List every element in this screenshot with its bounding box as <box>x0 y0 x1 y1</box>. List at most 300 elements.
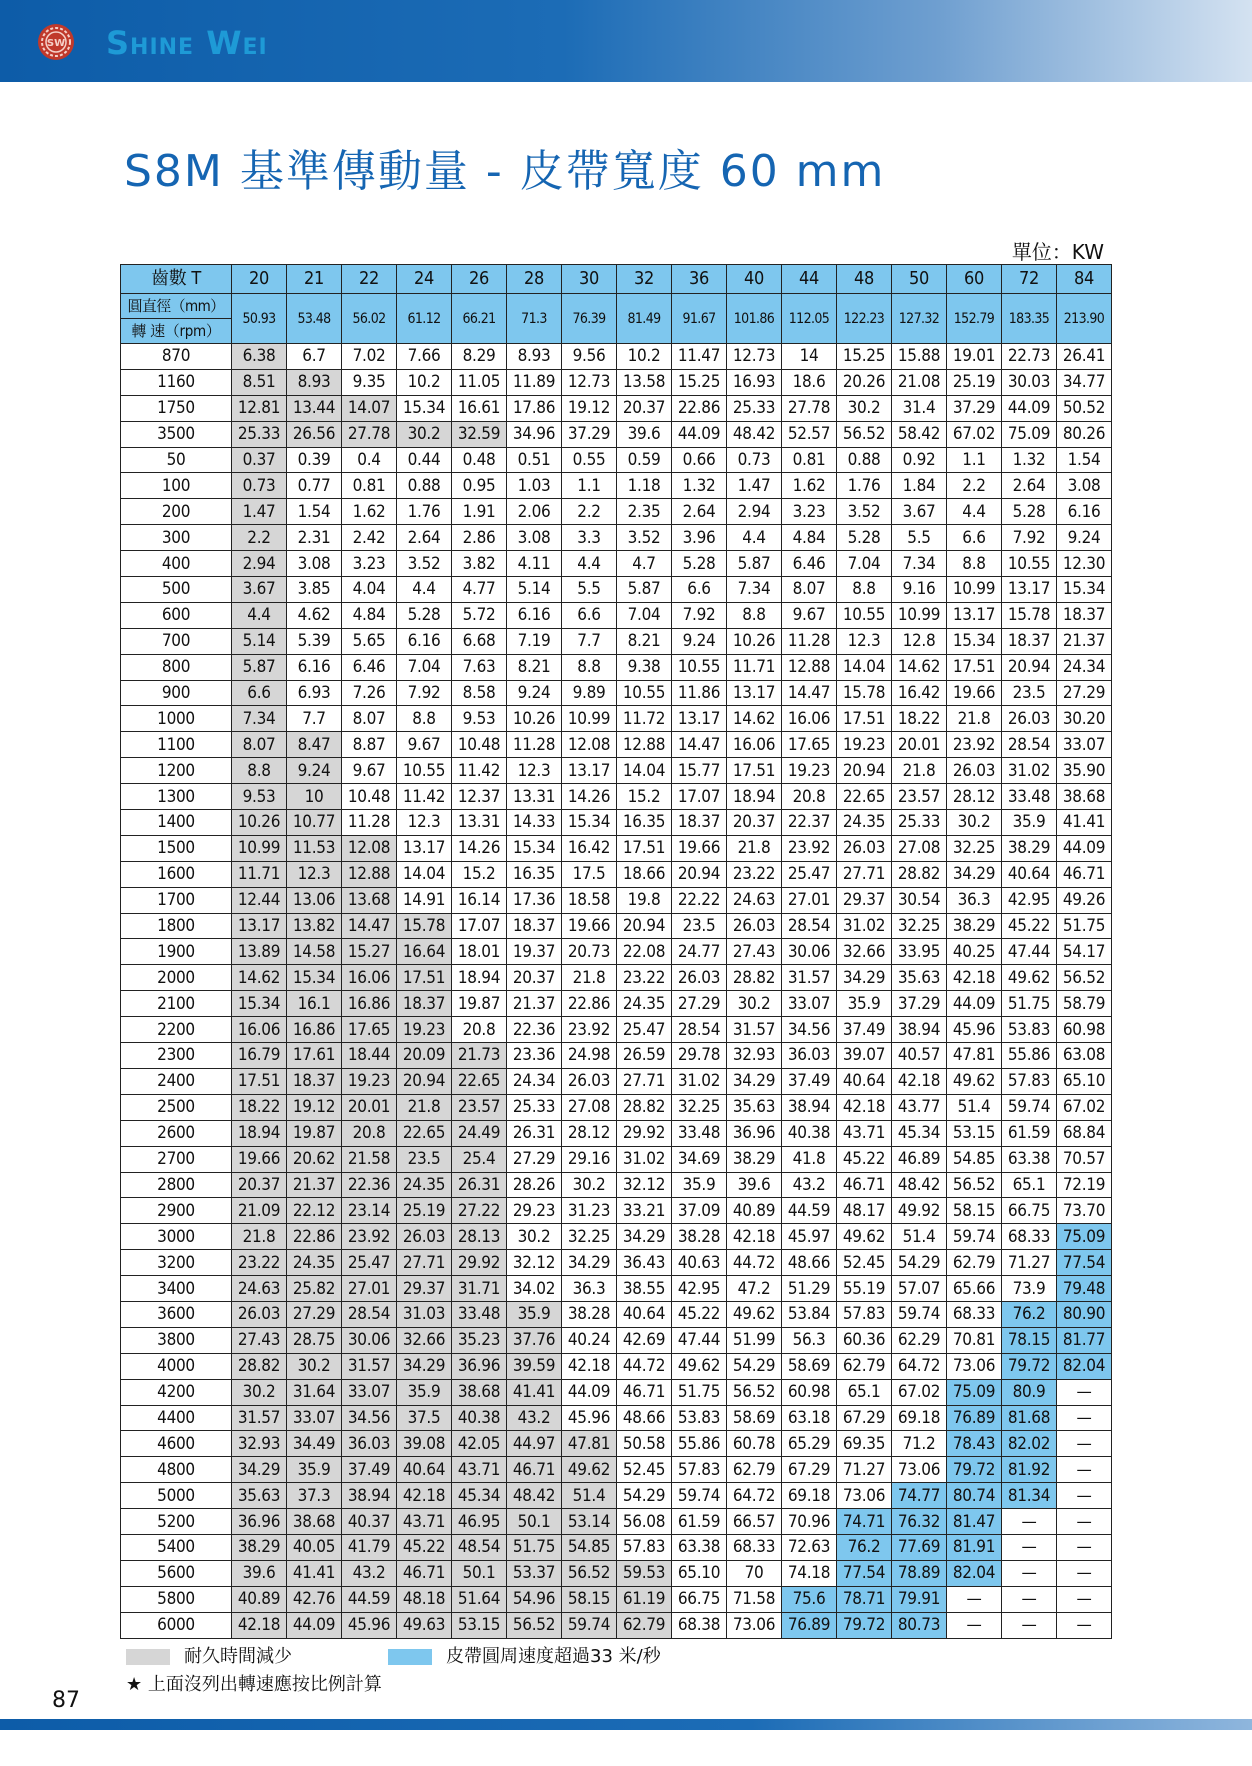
value-cell: 14.47 <box>672 732 727 758</box>
value-cell: 25.47 <box>342 1250 397 1276</box>
value-cell: 6.16 <box>507 602 562 628</box>
value-cell: 41.41 <box>287 1560 342 1586</box>
value-cell: 0.73 <box>727 447 782 473</box>
value-cell: 9.24 <box>287 758 342 784</box>
diameter-header-cell: 53.48 <box>287 294 342 344</box>
value-cell: 62.79 <box>617 1612 672 1638</box>
value-cell: 32.25 <box>892 913 947 939</box>
value-cell: 0.51 <box>507 447 562 473</box>
value-cell: 48.54 <box>452 1534 507 1560</box>
value-cell: 0.81 <box>342 473 397 499</box>
teeth-header-cell: 22 <box>342 265 397 294</box>
rpm-cell: 3200 <box>121 1250 232 1276</box>
value-cell: 8.58 <box>452 680 507 706</box>
value-cell: 82.04 <box>947 1560 1002 1586</box>
value-cell: 23.92 <box>947 732 1002 758</box>
value-cell: 2.94 <box>232 551 287 577</box>
table-row <box>121 1224 1112 1250</box>
value-cell: 18.37 <box>397 991 452 1017</box>
value-cell: 78.89 <box>892 1560 947 1586</box>
value-cell: 18.37 <box>672 810 727 836</box>
value-cell: — <box>1057 1483 1112 1509</box>
value-cell: 16.14 <box>452 887 507 913</box>
value-cell: 20.37 <box>617 395 672 421</box>
value-cell: 49.62 <box>947 1068 1002 1094</box>
value-cell: 73.06 <box>947 1353 1002 1379</box>
value-cell: 45.96 <box>562 1405 617 1431</box>
value-cell: 35.9 <box>287 1457 342 1483</box>
rpm-cell: 1100 <box>121 732 232 758</box>
table-row <box>121 602 1112 628</box>
rpm-cell: 870 <box>121 344 232 370</box>
value-cell: 17.07 <box>452 913 507 939</box>
value-cell: 16.42 <box>562 835 617 861</box>
footnote: ★ 上面沒列出轉速應按比例計算 <box>126 1674 382 1695</box>
value-cell: 27.29 <box>287 1301 342 1327</box>
value-cell: 2.2 <box>562 499 617 525</box>
value-cell: 19.87 <box>287 1120 342 1146</box>
value-cell: 16.79 <box>232 1043 287 1069</box>
value-cell: 56.52 <box>947 1172 1002 1198</box>
value-cell: 16.1 <box>287 991 342 1017</box>
table-row <box>121 706 1112 732</box>
value-cell: 6.6 <box>947 525 1002 551</box>
value-cell: 65.10 <box>1057 1068 1112 1094</box>
value-cell: 74.71 <box>837 1509 892 1535</box>
value-cell: 7.66 <box>397 344 452 370</box>
value-cell: 21.09 <box>232 1198 287 1224</box>
value-cell: 58.69 <box>727 1405 782 1431</box>
value-cell: 49.62 <box>562 1457 617 1483</box>
value-cell: 6.38 <box>232 344 287 370</box>
value-cell: 1.1 <box>562 473 617 499</box>
value-cell: 50.58 <box>617 1431 672 1457</box>
value-cell: 65.66 <box>947 1276 1002 1302</box>
value-cell: 81.34 <box>1002 1483 1057 1509</box>
value-cell: 6.46 <box>782 551 837 577</box>
teeth-header-cell: 32 <box>617 265 672 294</box>
value-cell: 24.77 <box>672 939 727 965</box>
value-cell: 15.2 <box>452 861 507 887</box>
value-cell: 25.19 <box>397 1198 452 1224</box>
value-cell: 13.17 <box>727 680 782 706</box>
value-cell: 10 <box>287 784 342 810</box>
value-cell: 19.8 <box>617 887 672 913</box>
value-cell: 20.01 <box>342 1094 397 1120</box>
value-cell: 71.27 <box>1002 1250 1057 1276</box>
value-cell: 29.78 <box>672 1043 727 1069</box>
value-cell: 82.02 <box>1002 1431 1057 1457</box>
value-cell: 10.99 <box>232 835 287 861</box>
diameter-header-cell: 50.93 <box>232 294 287 344</box>
value-cell: 44.97 <box>507 1431 562 1457</box>
value-cell: — <box>1002 1509 1057 1535</box>
value-cell: 71.58 <box>727 1586 782 1612</box>
value-cell: 1.76 <box>837 473 892 499</box>
value-cell: 56.52 <box>507 1612 562 1638</box>
value-cell: 0.88 <box>837 447 892 473</box>
value-cell: 33.48 <box>672 1120 727 1146</box>
value-cell: — <box>1057 1379 1112 1405</box>
value-cell: 9.56 <box>562 344 617 370</box>
value-cell: 61.59 <box>1002 1120 1057 1146</box>
value-cell: 11.42 <box>397 784 452 810</box>
value-cell: 24.34 <box>1057 654 1112 680</box>
value-cell: 76.2 <box>1002 1301 1057 1327</box>
value-cell: 48.66 <box>782 1250 837 1276</box>
rpm-cell: 5400 <box>121 1534 232 1560</box>
value-cell: 13.17 <box>232 913 287 939</box>
teeth-header-cell: 48 <box>837 265 892 294</box>
value-cell: 1.91 <box>452 499 507 525</box>
value-cell: 25.33 <box>892 810 947 836</box>
value-cell: 27.01 <box>782 887 837 913</box>
value-cell: 36.03 <box>342 1431 397 1457</box>
value-cell: 14.26 <box>452 835 507 861</box>
value-cell: 47.81 <box>562 1431 617 1457</box>
value-cell: 9.24 <box>672 628 727 654</box>
value-cell: — <box>1002 1534 1057 1560</box>
value-cell: 82.04 <box>1057 1353 1112 1379</box>
value-cell: 51.64 <box>452 1586 507 1612</box>
value-cell: 1.47 <box>232 499 287 525</box>
rpm-cell: 2000 <box>121 965 232 991</box>
value-cell: 11.71 <box>232 861 287 887</box>
value-cell: 47.2 <box>727 1276 782 1302</box>
value-cell: — <box>1057 1509 1112 1535</box>
value-cell: 63.38 <box>1002 1146 1057 1172</box>
value-cell: 35.9 <box>837 991 892 1017</box>
value-cell: 52.45 <box>837 1250 892 1276</box>
value-cell: 18.37 <box>1057 602 1112 628</box>
value-cell: 17.36 <box>507 887 562 913</box>
value-cell: 38.29 <box>727 1146 782 1172</box>
rpm-cell: 1800 <box>121 913 232 939</box>
value-cell: 5.14 <box>507 577 562 603</box>
value-cell: — <box>947 1612 1002 1638</box>
value-cell: 32.25 <box>947 835 1002 861</box>
value-cell: 31.02 <box>617 1146 672 1172</box>
value-cell: 0.4 <box>342 447 397 473</box>
rpm-cell: 600 <box>121 602 232 628</box>
value-cell: 8.8 <box>947 551 1002 577</box>
value-cell: 65.1 <box>837 1379 892 1405</box>
legend-blue-swatch <box>388 1649 432 1665</box>
value-cell: 36.03 <box>782 1043 837 1069</box>
value-cell: 77.69 <box>892 1534 947 1560</box>
value-cell: 27.71 <box>837 861 892 887</box>
value-cell: 13.44 <box>287 395 342 421</box>
value-cell: 22.65 <box>452 1068 507 1094</box>
value-cell: 5.87 <box>727 551 782 577</box>
table-row <box>121 1586 1112 1612</box>
value-cell: 38.68 <box>287 1509 342 1535</box>
teeth-header-cell: 36 <box>672 265 727 294</box>
value-cell: 14.47 <box>782 680 837 706</box>
teeth-header-cell: 30 <box>562 265 617 294</box>
teeth-header-cell: 24 <box>397 265 452 294</box>
value-cell: 58.79 <box>1057 991 1112 1017</box>
value-cell: 10.48 <box>452 732 507 758</box>
value-cell: 24.35 <box>837 810 892 836</box>
value-cell: 44.09 <box>672 421 727 447</box>
value-cell: 18.94 <box>727 784 782 810</box>
value-cell: 30.2 <box>837 395 892 421</box>
brand-name: Shine Wei <box>106 24 268 62</box>
value-cell: 28.13 <box>452 1224 507 1250</box>
value-cell: 5.87 <box>232 654 287 680</box>
value-cell: 16.06 <box>342 965 397 991</box>
table-row <box>121 1379 1112 1405</box>
value-cell: 0.88 <box>397 473 452 499</box>
value-cell: 15.34 <box>232 991 287 1017</box>
table-row <box>121 654 1112 680</box>
value-cell: 81.68 <box>1002 1405 1057 1431</box>
value-cell: 51.4 <box>892 1224 947 1250</box>
rpm-cell: 300 <box>121 525 232 551</box>
table-row <box>121 1017 1112 1043</box>
value-cell: 29.92 <box>617 1120 672 1146</box>
value-cell: 58.15 <box>562 1586 617 1612</box>
value-cell: 14.62 <box>892 654 947 680</box>
table-row <box>121 1509 1112 1535</box>
value-cell: 30.2 <box>397 421 452 447</box>
value-cell: 4.4 <box>562 551 617 577</box>
value-cell: 29.37 <box>397 1276 452 1302</box>
value-cell: 72.63 <box>782 1534 837 1560</box>
value-cell: 22.36 <box>507 1017 562 1043</box>
value-cell: 14.58 <box>287 939 342 965</box>
value-cell: 24.63 <box>727 887 782 913</box>
value-cell: 42.18 <box>232 1612 287 1638</box>
value-cell: 16.06 <box>727 732 782 758</box>
value-cell: 79.72 <box>1002 1353 1057 1379</box>
value-cell: 40.24 <box>562 1327 617 1353</box>
value-cell: 53.15 <box>947 1120 1002 1146</box>
value-cell: 25.33 <box>232 421 287 447</box>
value-cell: 80.73 <box>892 1612 947 1638</box>
value-cell: 71.2 <box>892 1431 947 1457</box>
value-cell: 46.71 <box>837 1172 892 1198</box>
value-cell: 62.79 <box>837 1353 892 1379</box>
value-cell: 2.31 <box>287 525 342 551</box>
value-cell: 27.78 <box>782 395 837 421</box>
value-cell: 34.29 <box>727 1068 782 1094</box>
value-cell: 37.76 <box>507 1327 562 1353</box>
value-cell: 30.06 <box>342 1327 397 1353</box>
value-cell: 81.91 <box>947 1534 1002 1560</box>
teeth-header-cell: 84 <box>1057 265 1112 294</box>
value-cell: 54.29 <box>617 1483 672 1509</box>
value-cell: 35.9 <box>507 1301 562 1327</box>
rpm-cell: 2300 <box>121 1043 232 1069</box>
value-cell: 11.28 <box>507 732 562 758</box>
value-cell: 67.29 <box>782 1457 837 1483</box>
value-cell: 40.63 <box>672 1250 727 1276</box>
value-cell: 11.53 <box>287 835 342 861</box>
value-cell: 40.64 <box>617 1301 672 1327</box>
value-cell: 46.71 <box>617 1379 672 1405</box>
value-cell: 33.95 <box>892 939 947 965</box>
value-cell: 31.03 <box>397 1301 452 1327</box>
value-cell: 10.55 <box>1002 551 1057 577</box>
value-cell: 20.26 <box>837 369 892 395</box>
rpm-cell: 3600 <box>121 1301 232 1327</box>
value-cell: 14.04 <box>837 654 892 680</box>
value-cell: 39.6 <box>232 1560 287 1586</box>
value-cell: 3.08 <box>1057 473 1112 499</box>
legend-blue <box>388 1642 661 1668</box>
value-cell: 47.44 <box>672 1327 727 1353</box>
value-cell: 36.3 <box>947 887 1002 913</box>
value-cell: 66.75 <box>1002 1198 1057 1224</box>
value-cell: 21.58 <box>342 1146 397 1172</box>
value-cell: 32.66 <box>397 1327 452 1353</box>
value-cell: 44.72 <box>617 1353 672 1379</box>
value-cell: 56.52 <box>562 1560 617 1586</box>
value-cell: 50.52 <box>1057 395 1112 421</box>
value-cell: 49.26 <box>1057 887 1112 913</box>
value-cell: 30.2 <box>562 1172 617 1198</box>
value-cell: 7.19 <box>507 628 562 654</box>
value-cell: 12.8 <box>892 628 947 654</box>
value-cell: 34.02 <box>507 1276 562 1302</box>
value-cell: 41.41 <box>507 1379 562 1405</box>
value-cell: 28.54 <box>782 913 837 939</box>
value-cell: 21.37 <box>507 991 562 1017</box>
value-cell: 2.2 <box>232 525 287 551</box>
value-cell: 14.07 <box>342 395 397 421</box>
value-cell: 59.74 <box>672 1483 727 1509</box>
value-cell: 13.89 <box>232 939 287 965</box>
value-cell: 10.55 <box>837 602 892 628</box>
value-cell: 56.08 <box>617 1509 672 1535</box>
value-cell: 43.71 <box>837 1120 892 1146</box>
value-cell: 17.61 <box>287 1043 342 1069</box>
value-cell: 28.12 <box>562 1120 617 1146</box>
value-cell: 63.18 <box>782 1405 837 1431</box>
table-row <box>121 628 1112 654</box>
value-cell: 9.67 <box>342 758 397 784</box>
value-cell: 59.74 <box>1002 1094 1057 1120</box>
value-cell: 63.38 <box>672 1534 727 1560</box>
value-cell: 0.66 <box>672 447 727 473</box>
value-cell: 21.8 <box>562 965 617 991</box>
value-cell: 51.99 <box>727 1327 782 1353</box>
value-cell: 12.81 <box>232 395 287 421</box>
value-cell: 34.69 <box>672 1146 727 1172</box>
value-cell: 20.01 <box>892 732 947 758</box>
value-cell: 76.2 <box>837 1534 892 1560</box>
value-cell: 49.62 <box>727 1301 782 1327</box>
value-cell: 38.94 <box>782 1094 837 1120</box>
value-cell: 10.55 <box>397 758 452 784</box>
value-cell: 22.65 <box>837 784 892 810</box>
value-cell: 75.09 <box>1057 1224 1112 1250</box>
rpm-cell: 50 <box>121 447 232 473</box>
value-cell: 9.16 <box>892 577 947 603</box>
teeth-header-cell: 28 <box>507 265 562 294</box>
value-cell: 15.34 <box>507 835 562 861</box>
value-cell: 8.29 <box>452 344 507 370</box>
value-cell: 40.05 <box>287 1534 342 1560</box>
value-cell: 1.76 <box>397 499 452 525</box>
value-cell: 7.7 <box>287 706 342 732</box>
page-title: S8M 基準傳動量 - 皮帶寬度 60 mm <box>124 146 886 197</box>
value-cell: 20.62 <box>287 1146 342 1172</box>
page-number: 87 <box>52 1688 80 1713</box>
value-cell: 45.22 <box>837 1146 892 1172</box>
value-cell: 66.57 <box>727 1509 782 1535</box>
value-cell: 17.51 <box>397 965 452 991</box>
value-cell: 7.26 <box>342 680 397 706</box>
value-cell: 47.81 <box>947 1043 1002 1069</box>
value-cell: 2.86 <box>452 525 507 551</box>
value-cell: 57.83 <box>672 1457 727 1483</box>
value-cell: 19.66 <box>232 1146 287 1172</box>
value-cell: 51.75 <box>507 1534 562 1560</box>
value-cell: 24.63 <box>232 1276 287 1302</box>
value-cell: 53.14 <box>562 1509 617 1535</box>
value-cell: 27.22 <box>452 1198 507 1224</box>
value-cell: 8.8 <box>837 577 892 603</box>
value-cell: 6.46 <box>342 654 397 680</box>
value-cell: 31.23 <box>562 1198 617 1224</box>
value-cell: 44.09 <box>287 1612 342 1638</box>
value-cell: 26.56 <box>287 421 342 447</box>
value-cell: 38.68 <box>452 1379 507 1405</box>
value-cell: 16.06 <box>232 1017 287 1043</box>
rpm-cell: 2500 <box>121 1094 232 1120</box>
value-cell: 26.59 <box>617 1043 672 1069</box>
value-cell: 16.93 <box>727 369 782 395</box>
value-cell: 11.28 <box>342 810 397 836</box>
value-cell: 53.84 <box>782 1301 837 1327</box>
value-cell: 64.72 <box>727 1483 782 1509</box>
rpm-cell: 100 <box>121 473 232 499</box>
value-cell: 33.07 <box>1057 732 1112 758</box>
value-cell: 15.25 <box>672 369 727 395</box>
value-cell: 39.59 <box>507 1353 562 1379</box>
value-cell: 37.3 <box>287 1483 342 1509</box>
value-cell: 34.49 <box>287 1431 342 1457</box>
value-cell: 1.32 <box>672 473 727 499</box>
rpm-cell: 1900 <box>121 939 232 965</box>
value-cell: 28.54 <box>1002 732 1057 758</box>
value-cell: 17.86 <box>507 395 562 421</box>
rpm-cell: 1400 <box>121 810 232 836</box>
value-cell: 13.17 <box>672 706 727 732</box>
value-cell: 16.64 <box>397 939 452 965</box>
value-cell: 9.67 <box>397 732 452 758</box>
value-cell: 31.57 <box>782 965 837 991</box>
diameter-header-cell: 76.39 <box>562 294 617 344</box>
value-cell: 23.5 <box>397 1146 452 1172</box>
value-cell: 20.94 <box>837 758 892 784</box>
rpm-cell: 400 <box>121 551 232 577</box>
value-cell: 68.33 <box>947 1301 1002 1327</box>
footer-bar <box>0 1719 1252 1730</box>
value-cell: 48.42 <box>507 1483 562 1509</box>
value-cell: 5.14 <box>232 628 287 654</box>
table-row <box>121 835 1112 861</box>
value-cell: 32.93 <box>727 1043 782 1069</box>
value-cell: 21.08 <box>892 369 947 395</box>
value-cell: 8.07 <box>342 706 397 732</box>
value-cell: 21.37 <box>1057 628 1112 654</box>
value-cell: 20.94 <box>672 861 727 887</box>
value-cell: 42.18 <box>562 1353 617 1379</box>
